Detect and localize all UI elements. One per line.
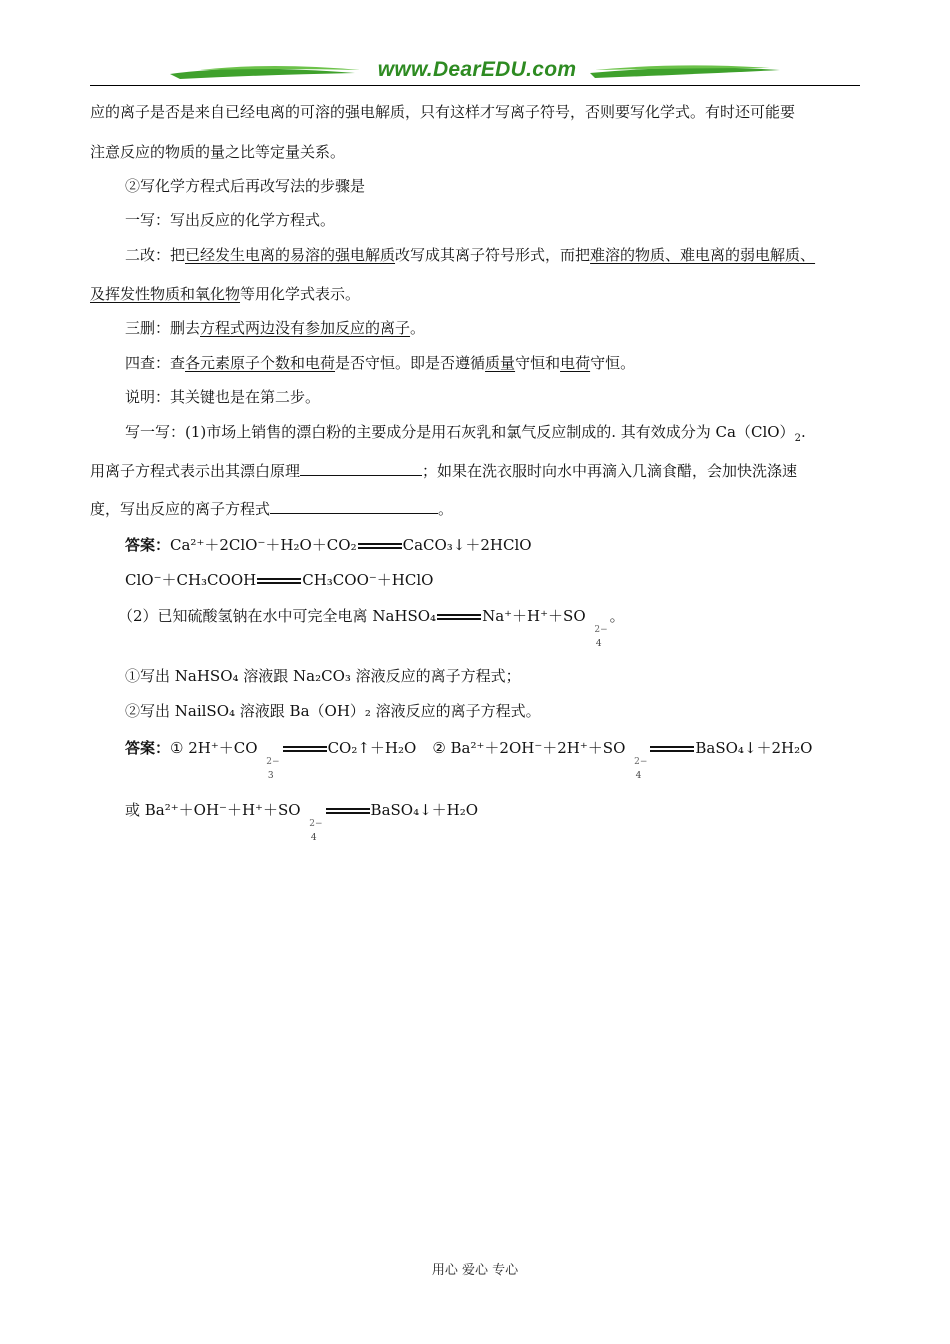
answer-label: 答案： — [125, 536, 171, 554]
paragraph-line — [125, 422, 806, 442]
ion-formula — [125, 800, 323, 843]
ion-subscript: 3 — [267, 771, 274, 781]
equals-sign — [283, 746, 327, 752]
answer-line — [125, 570, 433, 590]
underlined-text: 各元素原子个数和电荷 — [185, 354, 336, 372]
text-run: ① 2H⁺＋CO — [170, 739, 258, 757]
ion-subscript: 4 — [595, 639, 602, 649]
paragraph-line: 说明：其关键也是在第二步。 — [125, 388, 321, 406]
paragraph-line — [90, 461, 797, 481]
paragraph-line: 应的离子是否是来自已经电离的可溶的强电解质，只有这样才写离子符号，否则要写化学式。有时还可能要 — [90, 103, 796, 121]
underlined-text: 难溶的物质、难电离的弱电解质、 — [590, 246, 816, 264]
paragraph-line: ②写化学方程式后再改写法的步骤是 — [125, 177, 366, 195]
equals-sign — [257, 578, 301, 584]
ion-charge: 2− — [594, 625, 608, 635]
ion-subscript: 4 — [635, 771, 642, 781]
underlined-text: 已经发生电离的易溶的强电解质 — [185, 246, 396, 264]
text-run: 守恒和 — [515, 354, 561, 372]
ion-formula — [170, 738, 280, 781]
text-run: ；如果在洗衣服时向水中再滴入几滴食醋，会加快洗涤速 — [422, 462, 798, 480]
header-rule — [90, 85, 860, 86]
text-run: 或 Ba²⁺＋OH⁻＋H⁺＋SO — [125, 801, 301, 819]
ion-formula — [432, 738, 648, 781]
equation-left: Ca²⁺＋2ClO⁻＋H₂O＋CO₂ — [170, 536, 357, 554]
text-run: 度，写出反应的离子方程式 — [90, 500, 271, 518]
text-run: 四查：查 — [125, 354, 186, 372]
equation-right: CaCO₃↓＋2HClO — [402, 536, 532, 554]
paragraph-line — [125, 318, 425, 338]
underlined-text: 电荷 — [560, 354, 591, 372]
text-run: 用离子方程式表示出其漂白原理 — [90, 462, 301, 480]
text-run: 是否守恒。即是否遵循 — [335, 354, 486, 372]
site-logo-text[interactable]: www.DearEDU.com — [377, 58, 577, 81]
equals-sign — [326, 808, 370, 814]
paragraph-line — [90, 499, 453, 519]
ion-subscript: 4 — [310, 833, 317, 843]
underlined-text: 质量 — [485, 354, 516, 372]
ion-charge: 2− — [266, 757, 280, 767]
text-run: 。 — [410, 319, 426, 337]
text-run: 改写成其离子符号形式，而把 — [395, 246, 591, 264]
text-run: 。 — [609, 607, 625, 625]
text-run: 三删：删去 — [125, 319, 201, 337]
paragraph-line — [125, 353, 635, 373]
ion-charge: 2− — [634, 757, 648, 767]
paragraph-line: 一写：写出反应的化学方程式。 — [125, 211, 336, 229]
text-run: 写一写：(1)市场上销售的漂白粉的主要成分是用石灰乳和氯气反应制成的. 其有效成分为 Ca（ClO） — [125, 423, 795, 441]
equals-sign — [650, 746, 694, 752]
page-header — [90, 58, 860, 88]
ion-formula — [482, 606, 608, 649]
equation-right: CH₃COO⁻＋HClO — [302, 571, 434, 589]
paragraph-line — [125, 245, 815, 265]
text-run: 等用化学式表示。 — [240, 285, 361, 303]
equation-left: ClO⁻＋CH₃COOH — [125, 571, 257, 589]
equals-sign — [358, 543, 402, 549]
text-run: （2）已知硫酸氢钠在水中可完全电离 NaHSO₄ — [118, 607, 437, 625]
text-run: 二改：把 — [125, 246, 186, 264]
subscript: 2 — [794, 433, 801, 444]
answer-label: 答案： — [125, 739, 171, 757]
question-line: ①写出 NaHSO₄ 溶液跟 Na₂CO₃ 溶液反应的离子方程式； — [125, 667, 521, 685]
paragraph-line — [90, 284, 360, 304]
question-line — [118, 606, 625, 649]
answer-blank[interactable] — [300, 461, 422, 476]
question-line: ②写出 NailSO₄ 溶液跟 Ba（OH）₂ 溶液反应的离子方程式。 — [125, 702, 541, 720]
answer-line — [125, 535, 532, 555]
answer-line — [125, 800, 479, 843]
text-run: ② Ba²⁺＋2OH⁻＋2H⁺＋SO — [432, 739, 626, 757]
text-run: 守恒。 — [590, 354, 636, 372]
equation-right: CO₂↑＋H₂O — [327, 739, 417, 757]
answer-blank[interactable] — [270, 499, 438, 514]
text-run: Na⁺＋H⁺＋SO — [482, 607, 586, 625]
page-footer: 用心 爱心 专心 — [431, 1263, 519, 1278]
equals-sign — [437, 614, 481, 620]
equation-right: BaSO₄↓＋2H₂O — [695, 739, 813, 757]
underlined-text: 方程式两边没有参加反应的离子 — [200, 319, 411, 337]
text-run: 。 — [438, 500, 454, 518]
paragraph-line: 注意反应的物质的量之比等定量关系。 — [90, 143, 346, 161]
underlined-text: 及挥发性物质和氧化物 — [90, 285, 241, 303]
ion-charge: 2− — [309, 819, 323, 829]
answer-line — [125, 738, 813, 781]
equation-right: BaSO₄↓＋H₂O — [370, 801, 479, 819]
text-run: . — [800, 423, 806, 441]
